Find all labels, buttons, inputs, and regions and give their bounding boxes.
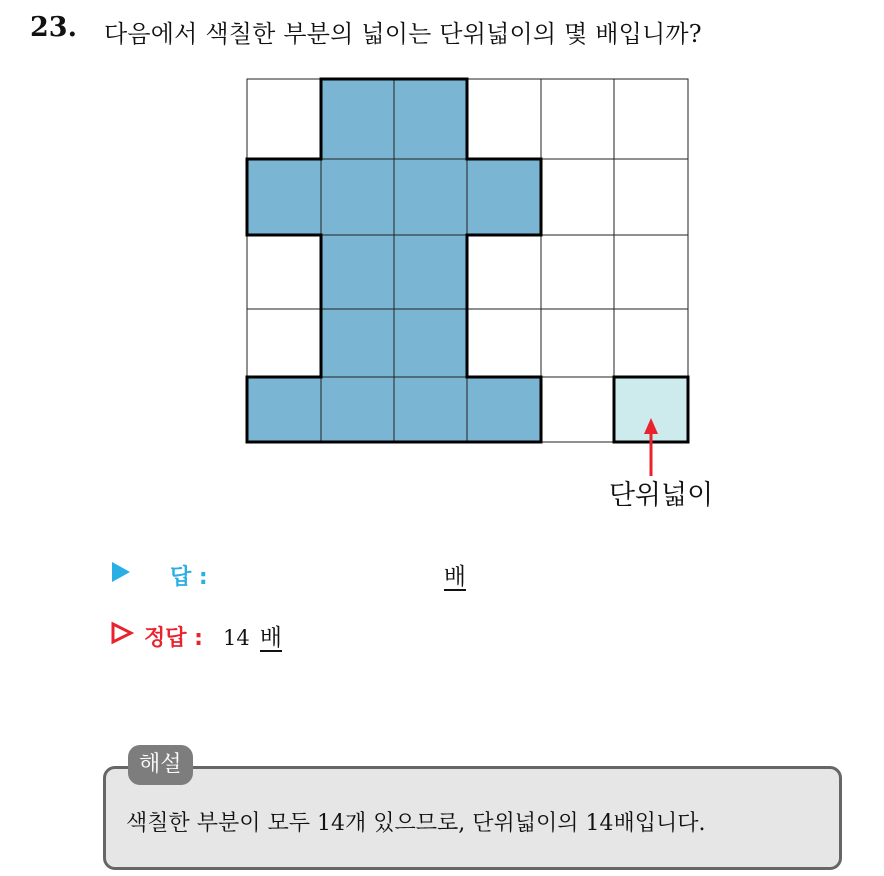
correct-answer-row bbox=[110, 621, 282, 652]
grid-cell bbox=[247, 309, 321, 377]
unit-area-label: 단위넓이 bbox=[608, 480, 714, 511]
answer-unit: 배 bbox=[443, 564, 466, 590]
grid-cell bbox=[247, 235, 321, 309]
shaded-cell bbox=[321, 309, 394, 377]
grid-cell bbox=[541, 309, 614, 377]
grid-cell bbox=[541, 235, 614, 309]
explanation-text: 색칠한 부분이 모두 14개 있으므로, 단위넓이의 14배입니다. bbox=[126, 811, 706, 836]
grid-cell bbox=[614, 159, 688, 235]
grid-cell bbox=[541, 159, 614, 235]
correct-answer-label: 정답 : bbox=[144, 626, 203, 651]
shaded-cell bbox=[394, 377, 467, 442]
explanation-tag: 해설 bbox=[128, 745, 193, 785]
shaded-cell bbox=[321, 235, 394, 309]
shaded-cell bbox=[321, 159, 394, 235]
correct-answer-value: 14 bbox=[222, 626, 250, 650]
answer-label: 답 : bbox=[170, 565, 208, 590]
grid-cell bbox=[247, 79, 321, 159]
shaded-cell bbox=[394, 309, 467, 377]
correct-answer-unit: 배 bbox=[259, 625, 282, 651]
grid-cell bbox=[614, 235, 688, 309]
grid-cell bbox=[541, 79, 614, 159]
shaded-cell bbox=[394, 79, 467, 159]
answer-row bbox=[110, 560, 466, 591]
shaded-cell bbox=[247, 377, 321, 442]
shaded-cell bbox=[394, 159, 467, 235]
grid-cell bbox=[467, 235, 541, 309]
shaded-cell bbox=[467, 377, 541, 442]
play-filled-icon bbox=[110, 560, 138, 588]
grid-cell bbox=[614, 309, 688, 377]
grid-cell bbox=[541, 377, 614, 442]
shaded-cell bbox=[394, 235, 467, 309]
question-number: 23. bbox=[30, 12, 77, 43]
grid-cell bbox=[614, 79, 688, 159]
shaded-cell bbox=[467, 159, 541, 235]
play-outline-icon bbox=[110, 621, 138, 649]
grid-cell bbox=[467, 309, 541, 377]
shaded-cell bbox=[321, 79, 394, 159]
shaded-cell bbox=[247, 159, 321, 235]
shaded-cell bbox=[321, 377, 394, 442]
grid-cell bbox=[467, 79, 541, 159]
question-text: 다음에서 색칠한 부분의 넓이는 단위넓이의 몇 배입니까? bbox=[104, 20, 702, 48]
